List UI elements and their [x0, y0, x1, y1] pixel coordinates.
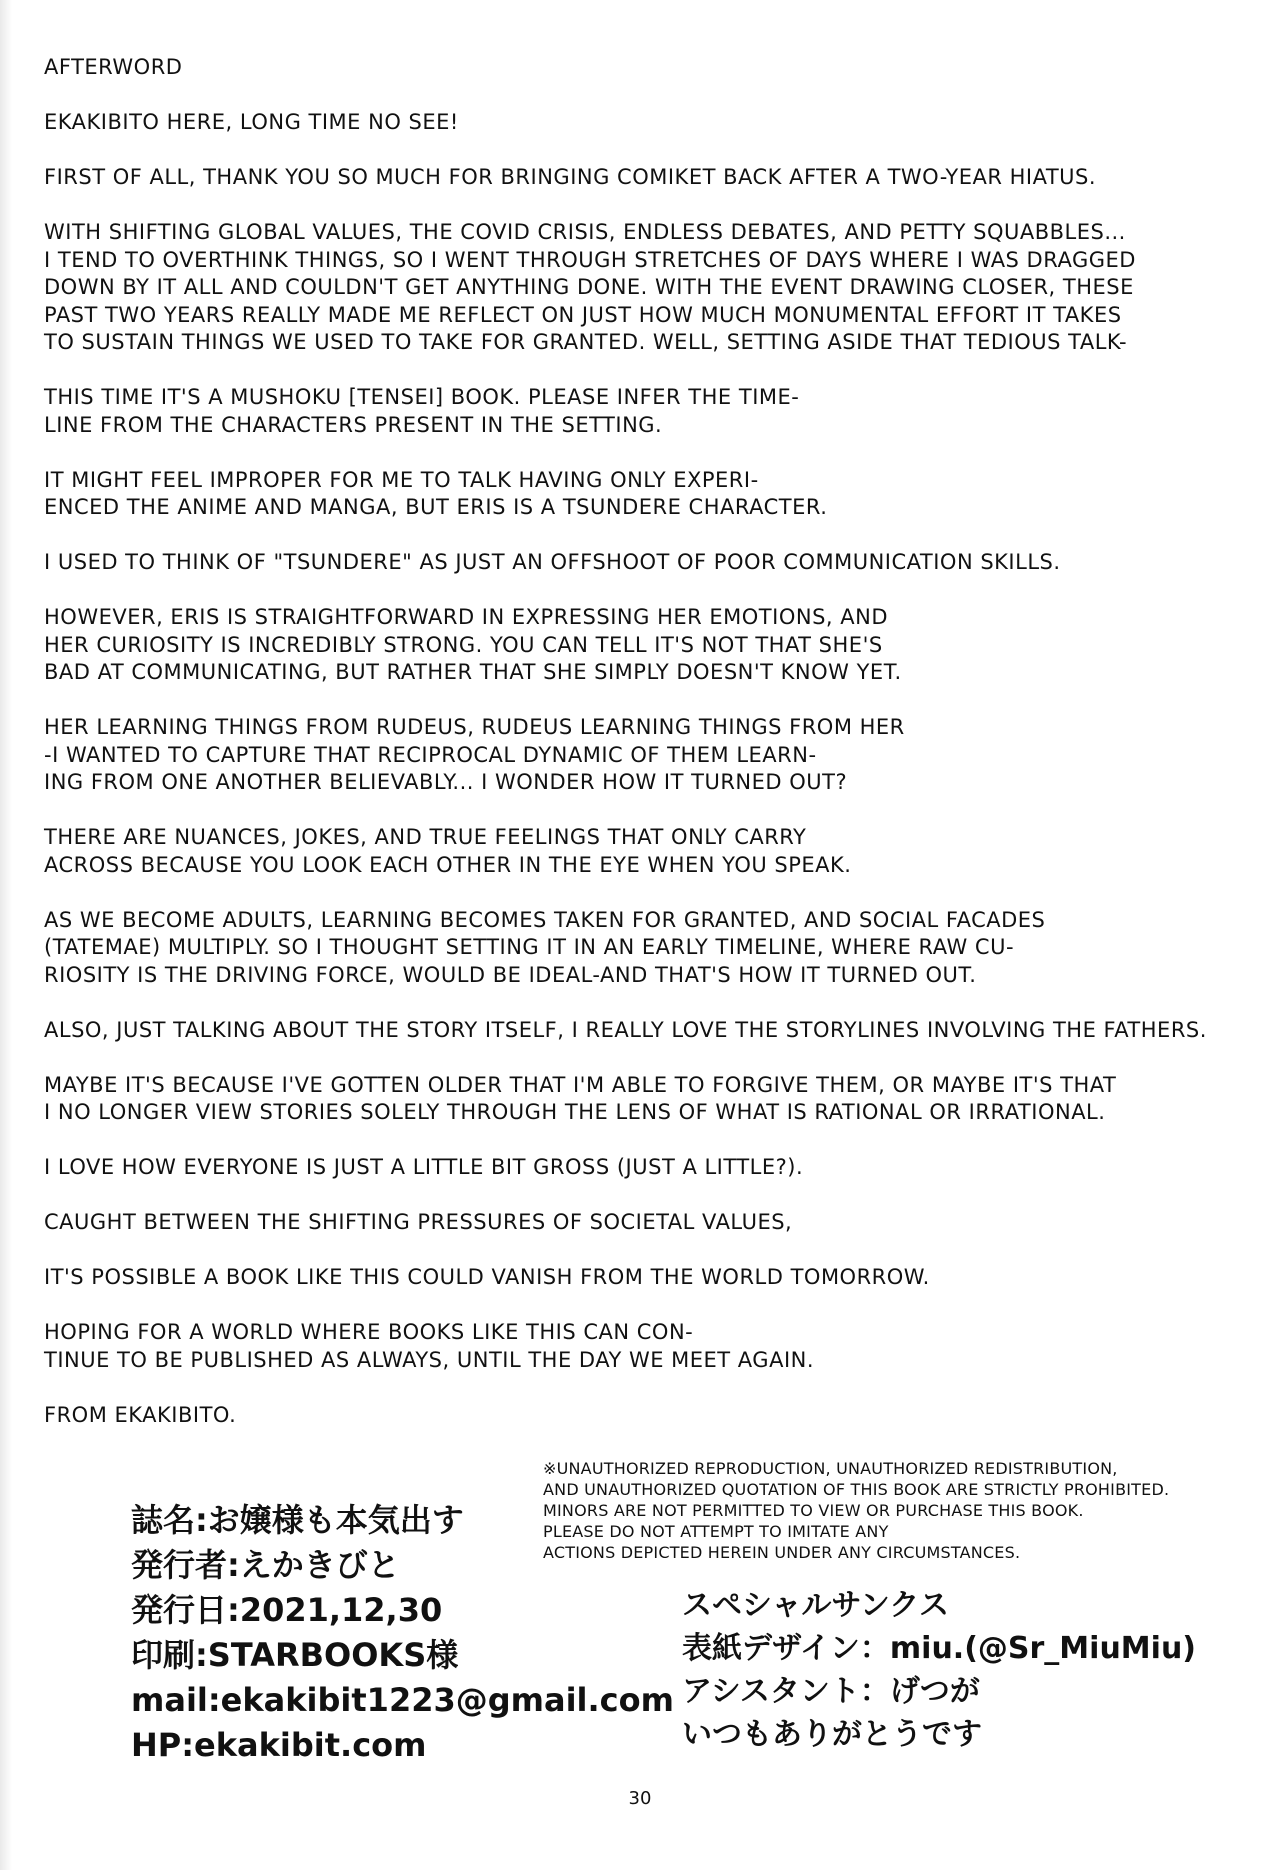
- afterword-line: ENCED THE ANIME AND MANGA, BUT ERIS IS A TSUNDERE CHARACTER.: [44, 495, 828, 519]
- afterword-line: AS WE BECOME ADULTS, LEARNING BECOMES TAKEN FOR GRANTED, AND SOCIAL FACADES: [44, 907, 1046, 932]
- afterword-line: I NO LONGER VIEW STORIES SOLELY THROUGH THE LENS OF WHAT IS RATIONAL OR IRRATIONAL.: [44, 1100, 1106, 1124]
- afterword-line: DOWN BY IT ALL AND COULDN'T GET ANYTHING DONE. WITH THE EVENT DRAWING CLOSER, THESE: [44, 275, 1134, 299]
- afterword-line: EKAKIBITO HERE, LONG TIME NO SEE!: [44, 110, 459, 134]
- afterword-line: CAUGHT BETWEEN THE SHIFTING PRESSURES OF SOCIETAL VALUES,: [44, 1210, 793, 1234]
- paragraph-gap: [44, 879, 1264, 907]
- thanks-heading: スペシャルサンクス: [682, 1588, 949, 1623]
- afterword-line: ING FROM ONE ANOTHER BELIEVABLY... I WONDER HOW IT TURNED OUT?: [44, 770, 848, 794]
- notice-line: PLEASE DO NOT ATTEMPT TO IMITATE ANY: [543, 1522, 889, 1541]
- afterword-text: [44, 54, 1264, 1429]
- paragraph-gap: [44, 522, 1264, 550]
- afterword-line: IT'S POSSIBLE A BOOK LIKE THIS COULD VANISH FROM THE WORLD TOMORROW.: [44, 1265, 930, 1289]
- afterword-line: TO SUSTAIN THINGS WE USED TO TAKE FOR GRANTED. WELL, SETTING ASIDE THAT TEDIOUS TALK-: [44, 330, 1128, 354]
- paragraph-gap: [44, 1182, 1264, 1210]
- special-thanks: [682, 1584, 1196, 1756]
- notice-line: ※UNAUTHORIZED REPRODUCTION, UNAUTHORIZED REDISTRIBUTION,: [543, 1459, 1118, 1478]
- afterword-line: (TATEMAE) MULTIPLY. SO I THOUGHT SETTING IT IN AN EARLY TIMELINE, WHERE RAW CU-: [44, 935, 1015, 959]
- paragraph-gap: [44, 1374, 1264, 1402]
- colophon-homepage: HP:ekakibit.com: [131, 1726, 427, 1764]
- thanks-assistant: アシスタント：げつが: [682, 1674, 980, 1709]
- paragraph-gap: [44, 797, 1264, 825]
- afterword-line: AFTERWORD: [44, 55, 183, 79]
- afterword-line: BAD AT COMMUNICATING, BUT RATHER THAT SHE SIMPLY DOESN'T KNOW YET.: [44, 660, 902, 684]
- paragraph-gap: [44, 439, 1264, 467]
- afterword-line: HER CURIOSITY IS INCREDIBLY STRONG. YOU CAN TELL IT'S NOT THAT SHE'S: [44, 632, 883, 657]
- afterword-line: ACROSS BECAUSE YOU LOOK EACH OTHER IN THE EYE WHEN YOU SPEAK.: [44, 852, 852, 877]
- afterword-line: WITH SHIFTING GLOBAL VALUES, THE COVID CRISIS, ENDLESS DEBATES, AND PETTY SQUABBLES...: [44, 220, 1126, 244]
- paragraph-gap: [44, 192, 1264, 220]
- paragraph-gap: [44, 82, 1264, 110]
- paragraph-gap: [44, 1127, 1264, 1155]
- notice-line: AND UNAUTHORIZED QUOTATION OF THIS BOOK ARE STRICTLY PROHIBITED.: [543, 1480, 1170, 1499]
- thanks-closing: いつもありがとうです: [682, 1717, 982, 1752]
- afterword-line: HOPING FOR A WORLD WHERE BOOKS LIKE THIS CAN CON-: [44, 1320, 694, 1344]
- page-number: 30: [628, 1788, 652, 1809]
- colophon: [131, 1498, 674, 1768]
- afterword-line: PAST TWO YEARS REALLY MADE ME REFLECT ON JUST HOW MUCH MONUMENTAL EFFORT IT TAKES: [44, 302, 1122, 327]
- afterword-line: I USED TO THINK OF "TSUNDERE" AS JUST AN OFFSHOOT OF POOR COMMUNICATION SKILLS.: [44, 550, 1061, 574]
- colophon-printer: 印刷:STARBOOKS様: [131, 1636, 459, 1674]
- afterword-line: RIOSITY IS THE DRIVING FORCE, WOULD BE IDEAL-AND THAT'S HOW IT TURNED OUT.: [44, 962, 977, 987]
- paragraph-gap: [44, 357, 1264, 385]
- afterword-line: TINUE TO BE PUBLISHED AS ALWAYS, UNTIL THE DAY WE MEET AGAIN.: [44, 1347, 815, 1372]
- afterword-line: THERE ARE NUANCES, JOKES, AND TRUE FEELINGS THAT ONLY CARRY: [44, 825, 807, 849]
- paragraph-gap: [44, 577, 1264, 605]
- paragraph-gap: [44, 989, 1264, 1017]
- afterword-line: ALSO, JUST TALKING ABOUT THE STORY ITSELF, I REALLY LOVE THE STORYLINES INVOLVING THE FATHERS.: [44, 1017, 1207, 1042]
- notice-line: ACTIONS DEPICTED HEREIN UNDER ANY CIRCUMSTANCES.: [543, 1543, 1021, 1562]
- afterword-line: IT MIGHT FEEL IMPROPER FOR ME TO TALK HAVING ONLY EXPERI-: [44, 467, 759, 492]
- paragraph-gap: [44, 1237, 1264, 1265]
- colophon-date: 発行日:2021,12,30: [131, 1591, 443, 1629]
- colophon-mail: mail:ekakibit1223@gmail.com: [131, 1681, 674, 1719]
- afterword-line: LINE FROM THE CHARACTERS PRESENT IN THE SETTING.: [44, 412, 663, 437]
- afterword-line: -I WANTED TO CAPTURE THAT RECIPROCAL DYNAMIC OF THEM LEARN-: [44, 742, 817, 767]
- paragraph-gap: [44, 687, 1264, 715]
- scan-edge-shadow: [0, 0, 12, 1870]
- paragraph-gap: [44, 137, 1264, 165]
- colophon-title: 誌名:お嬢様も本気出す: [131, 1501, 464, 1539]
- colophon-publisher: 発行者:えかきびと: [131, 1546, 400, 1584]
- thanks-cover-design: 表紙デザイン：miu.(@Sr_MiuMiu): [682, 1631, 1197, 1666]
- afterword-line: HOWEVER, ERIS IS STRAIGHTFORWARD IN EXPRESSING HER EMOTIONS, AND: [44, 605, 888, 629]
- afterword-line: FIRST OF ALL, THANK YOU SO MUCH FOR BRINGING COMIKET BACK AFTER A TWO-YEAR HIATUS.: [44, 165, 1097, 189]
- paragraph-gap: [44, 1292, 1264, 1320]
- afterword-line: THIS TIME IT'S A MUSHOKU [TENSEI] BOOK. PLEASE INFER THE TIME-: [44, 385, 800, 409]
- afterword-line: I LOVE HOW EVERYONE IS JUST A LITTLE BIT GROSS (JUST A LITTLE?).: [44, 1155, 804, 1179]
- afterword-line: FROM EKAKIBITO.: [44, 1402, 237, 1427]
- notice-line: MINORS ARE NOT PERMITTED TO VIEW OR PURCHASE THIS BOOK.: [543, 1501, 1084, 1520]
- afterword-line: HER LEARNING THINGS FROM RUDEUS, RUDEUS LEARNING THINGS FROM HER: [44, 715, 905, 739]
- paragraph-gap: [44, 1044, 1264, 1072]
- afterword-line: I TEND TO OVERTHINK THINGS, SO I WENT THROUGH STRETCHES OF DAYS WHERE I WAS DRAGGED: [44, 247, 1136, 272]
- afterword-line: MAYBE IT'S BECAUSE I'VE GOTTEN OLDER THAT I'M ABLE TO FORGIVE THEM, OR MAYBE IT'S THAT: [44, 1072, 1117, 1097]
